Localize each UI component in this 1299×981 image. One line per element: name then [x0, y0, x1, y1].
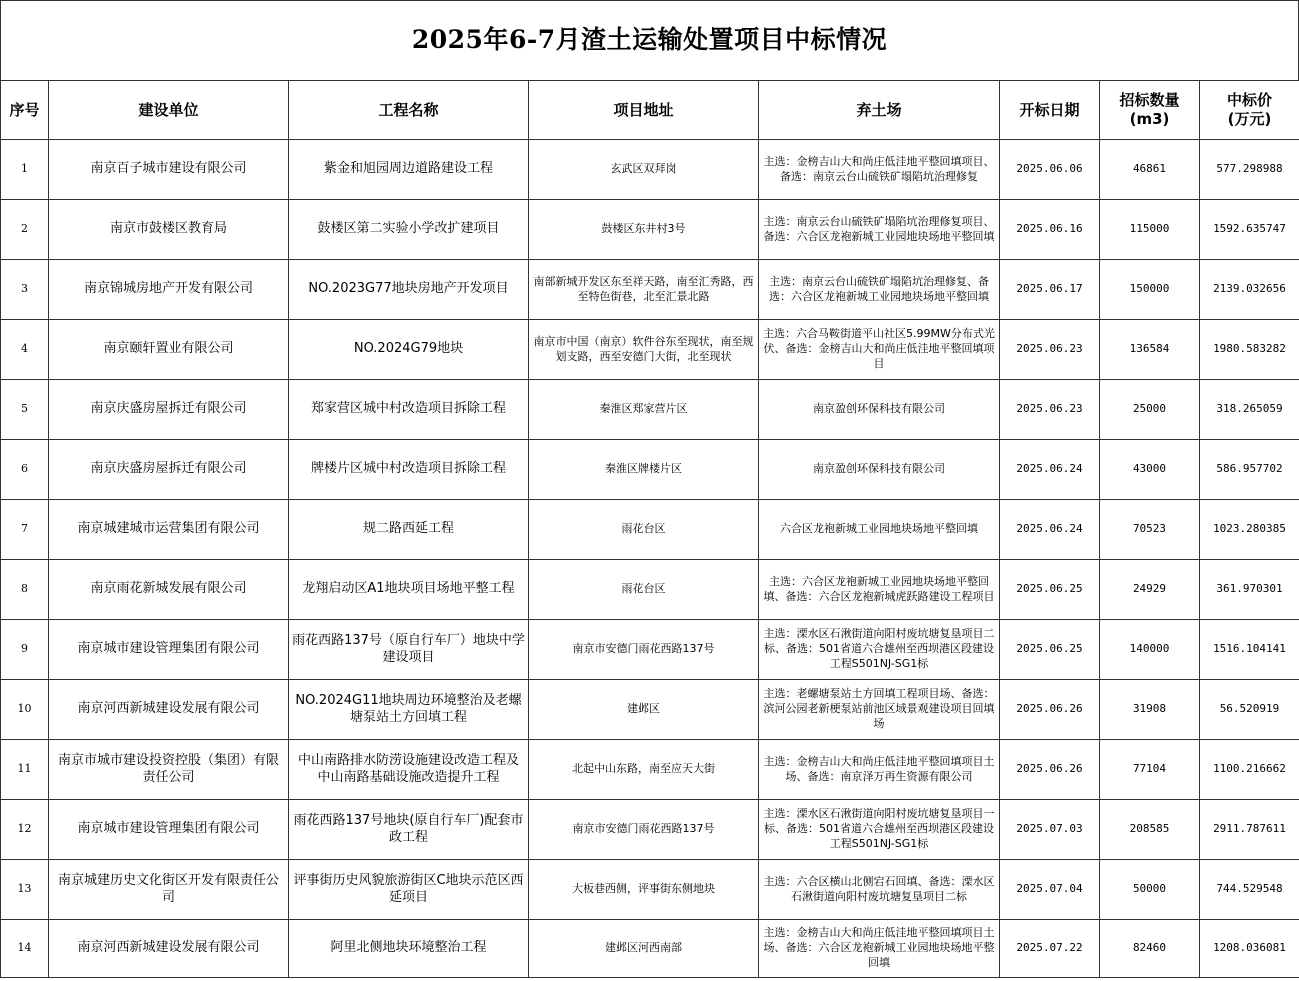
table-row: [1, 140, 1299, 200]
cell-price: 1516.104141: [1200, 620, 1299, 680]
cell-date: 2025.07.04: [1000, 860, 1100, 920]
cell-dump: 主选：南京云台山硫铁矿塌陷坑治理修复项目、备选：六合区龙袍新城工业园地块场地平整回填: [759, 200, 1000, 260]
cell-address: 雨花台区: [529, 560, 759, 620]
cell-qty: 136584: [1100, 320, 1200, 380]
cell-price: 2139.032656: [1200, 260, 1299, 320]
table-row: [1, 260, 1299, 320]
header-unit: 建设单位: [49, 81, 289, 140]
cell-qty: 46861: [1100, 140, 1200, 200]
cell-qty: 24929: [1100, 560, 1200, 620]
cell-unit: 南京市城市建设投资控股（集团）有限责任公司: [49, 740, 289, 800]
table-row: [1, 320, 1299, 380]
cell-project: 中山南路排水防涝设施建设改造工程及中山南路基础设施改造提升工程: [289, 740, 529, 800]
cell-dump: 主选：六合马鞍街道平山社区5.99MW分布式光伏、备选：金榜吉山大和尚庄低洼地平整回填项目: [759, 320, 1000, 380]
cell-dump: 主选：六合区横山北侧宕石回填、备选：溧水区石湫街道向阳村废坑塘复垦项目二标: [759, 860, 1000, 920]
cell-unit: 南京城建城市运营集团有限公司: [49, 500, 289, 560]
cell-date: 2025.06.26: [1000, 740, 1100, 800]
table-row: [1, 680, 1299, 740]
cell-dump: 主选：金榜吉山大和尚庄低洼地平整回填项目土场、备选：六合区龙袍新城工业园地块场地平整回填: [759, 920, 1000, 978]
cell-project: 阿里北侧地块环境整治工程: [289, 920, 529, 978]
cell-seq: 7: [1, 500, 49, 560]
cell-date: 2025.06.06: [1000, 140, 1100, 200]
cell-project: 紫金和旭园周边道路建设工程: [289, 140, 529, 200]
cell-date: 2025.06.16: [1000, 200, 1100, 260]
cell-date: 2025.06.25: [1000, 620, 1100, 680]
cell-unit: 南京城市建设管理集团有限公司: [49, 800, 289, 860]
cell-project: 龙翔启动区A1地块项目场地平整工程: [289, 560, 529, 620]
cell-price: 1592.635747: [1200, 200, 1299, 260]
table-row: [1, 800, 1299, 860]
cell-address: 建邺区河西南部: [529, 920, 759, 978]
header-price-line1: 中标价: [1226, 91, 1272, 110]
cell-price: 1023.280385: [1200, 500, 1299, 560]
cell-unit: 南京锦城房地产开发有限公司: [49, 260, 289, 320]
cell-project: 郑家营区城中村改造项目拆除工程: [289, 380, 529, 440]
table-row: [1, 860, 1299, 920]
bid-results-table: [0, 80, 1299, 978]
cell-dump: 主选：金榜吉山大和尚庄低洼地平整回填项目土场、备选：南京泽万再生资源有限公司: [759, 740, 1000, 800]
header-qty-line1: 招标数量: [1119, 91, 1180, 110]
cell-project: 雨花西路137号地块(原自行车厂)配套市政工程: [289, 800, 529, 860]
cell-seq: 4: [1, 320, 49, 380]
cell-dump: 主选：金榜吉山大和尚庄低洼地平整回填项目、备选：南京云台山硫铁矿塌陷坑治理修复: [759, 140, 1000, 200]
cell-address: 建邺区: [529, 680, 759, 740]
cell-unit: 南京河西新城建设发展有限公司: [49, 920, 289, 978]
cell-date: 2025.06.17: [1000, 260, 1100, 320]
cell-unit: 南京庆盛房屋拆迁有限公司: [49, 380, 289, 440]
cell-address: 南京市安德门雨花西路137号: [529, 620, 759, 680]
cell-unit: 南京河西新城建设发展有限公司: [49, 680, 289, 740]
cell-dump: 主选：溧水区石湫街道向阳村废坑塘复垦项目二标、备选：501省道六合雄州至西坝港区段建设工程S501NJ-SG1标: [759, 620, 1000, 680]
cell-date: 2025.06.23: [1000, 380, 1100, 440]
cell-date: 2025.06.23: [1000, 320, 1100, 380]
cell-seq: 8: [1, 560, 49, 620]
cell-date: 2025.06.24: [1000, 500, 1100, 560]
header-price-line2: (万元): [1227, 110, 1272, 128]
cell-qty: 70523: [1100, 500, 1200, 560]
table-row: [1, 440, 1299, 500]
cell-seq: 14: [1, 920, 49, 978]
header-qty: [1100, 81, 1200, 140]
cell-price: 318.265059: [1200, 380, 1299, 440]
header-dump: 弃土场: [759, 81, 1000, 140]
cell-seq: 11: [1, 740, 49, 800]
cell-seq: 2: [1, 200, 49, 260]
cell-unit: 南京城建历史文化街区开发有限责任公司: [49, 860, 289, 920]
cell-price: 56.520919: [1200, 680, 1299, 740]
table-row: [1, 920, 1299, 978]
table-row: [1, 740, 1299, 800]
cell-address: 南京市安德门雨花西路137号: [529, 800, 759, 860]
cell-unit: 南京城市建设管理集团有限公司: [49, 620, 289, 680]
cell-seq: 10: [1, 680, 49, 740]
cell-qty: 77104: [1100, 740, 1200, 800]
cell-address: 秦淮区郑家营片区: [529, 380, 759, 440]
cell-project: 规二路西延工程: [289, 500, 529, 560]
cell-project: 牌楼片区城中村改造项目拆除工程: [289, 440, 529, 500]
cell-seq: 3: [1, 260, 49, 320]
cell-unit: 南京雨花新城发展有限公司: [49, 560, 289, 620]
page-title: 2025年6-7月渣土运输处置项目中标情况: [411, 24, 888, 54]
cell-seq: 1: [1, 140, 49, 200]
cell-address: 鼓楼区东井村3号: [529, 200, 759, 260]
cell-qty: 31908: [1100, 680, 1200, 740]
table-row: [1, 380, 1299, 440]
cell-project: 评事街历史风貌旅游街区C地块示范区西延项目: [289, 860, 529, 920]
cell-project: NO.2023G77地块房地产开发项目: [289, 260, 529, 320]
cell-project: 鼓楼区第二实验小学改扩建项目: [289, 200, 529, 260]
cell-dump: 六合区龙袍新城工业园地块场地平整回填: [759, 500, 1000, 560]
cell-dump: 主选：溧水区石湫街道向阳村废坑塘复垦项目一标、备选：501省道六合雄州至西坝港区段建设工程S501NJ-SG1标: [759, 800, 1000, 860]
header-price: [1200, 81, 1299, 140]
cell-dump: 主选：六合区龙袍新城工业园地块场地平整回填、备选：六合区龙袍新城虎跃路建设工程项目: [759, 560, 1000, 620]
cell-qty: 43000: [1100, 440, 1200, 500]
cell-price: 2911.787611: [1200, 800, 1299, 860]
table-row: [1, 620, 1299, 680]
header-seq: 序号: [1, 81, 49, 140]
cell-qty: 150000: [1100, 260, 1200, 320]
cell-seq: 12: [1, 800, 49, 860]
cell-unit: 南京颐轩置业有限公司: [49, 320, 289, 380]
cell-price: 1100.216662: [1200, 740, 1299, 800]
cell-project: NO.2024G79地块: [289, 320, 529, 380]
cell-project: 雨花西路137号（原自行车厂）地块中学建设项目: [289, 620, 529, 680]
cell-qty: 115000: [1100, 200, 1200, 260]
cell-date: 2025.07.03: [1000, 800, 1100, 860]
cell-seq: 9: [1, 620, 49, 680]
cell-address: 大板巷西侧，评事街东侧地块: [529, 860, 759, 920]
cell-price: 1980.583282: [1200, 320, 1299, 380]
cell-price: 1208.036081: [1200, 920, 1299, 978]
table-row: [1, 560, 1299, 620]
cell-date: 2025.06.24: [1000, 440, 1100, 500]
cell-qty: 208585: [1100, 800, 1200, 860]
cell-seq: 13: [1, 860, 49, 920]
cell-dump: 主选：老螺塘泵站土方回填工程项目场、备选：滨河公园老新梗泵站前池区域景观建设项目回填场: [759, 680, 1000, 740]
cell-unit: 南京庆盛房屋拆迁有限公司: [49, 440, 289, 500]
cell-address: 玄武区双拜岗: [529, 140, 759, 200]
cell-address: 北起中山东路，南至应天大街: [529, 740, 759, 800]
cell-seq: 6: [1, 440, 49, 500]
title-row: [0, 0, 1299, 80]
cell-date: 2025.07.22: [1000, 920, 1100, 978]
cell-dump: 南京盈创环保科技有限公司: [759, 440, 1000, 500]
cell-price: 361.970301: [1200, 560, 1299, 620]
cell-date: 2025.06.25: [1000, 560, 1100, 620]
cell-price: 577.298988: [1200, 140, 1299, 200]
cell-unit: 南京市鼓楼区教育局: [49, 200, 289, 260]
cell-address: 雨花台区: [529, 500, 759, 560]
cell-qty: 82460: [1100, 920, 1200, 978]
cell-qty: 50000: [1100, 860, 1200, 920]
table-row: [1, 500, 1299, 560]
header-address: 项目地址: [529, 81, 759, 140]
cell-address: 南京市中国（南京）软件谷东至现状，南至规划支路，西至安德门大街，北至现状: [529, 320, 759, 380]
header-project: 工程名称: [289, 81, 529, 140]
header-qty-line2: (m3): [1129, 110, 1170, 128]
cell-unit: 南京百子城市建设有限公司: [49, 140, 289, 200]
cell-price: 586.957702: [1200, 440, 1299, 500]
cell-dump: 主选：南京云台山硫铁矿塌陷坑治理修复、备选：六合区龙袍新城工业园地块场地平整回填: [759, 260, 1000, 320]
header-row: [1, 81, 1299, 140]
cell-project: NO.2024G11地块周边环境整治及老螺塘泵站土方回填工程: [289, 680, 529, 740]
header-date: 开标日期: [1000, 81, 1100, 140]
cell-address: 秦淮区牌楼片区: [529, 440, 759, 500]
cell-address: 南部新城开发区东至祥天路，南至汇秀路，西至特色街巷，北至汇景北路: [529, 260, 759, 320]
cell-qty: 25000: [1100, 380, 1200, 440]
table-row: [1, 200, 1299, 260]
cell-seq: 5: [1, 380, 49, 440]
cell-date: 2025.06.26: [1000, 680, 1100, 740]
cell-qty: 140000: [1100, 620, 1200, 680]
cell-dump: 南京盈创环保科技有限公司: [759, 380, 1000, 440]
cell-price: 744.529548: [1200, 860, 1299, 920]
